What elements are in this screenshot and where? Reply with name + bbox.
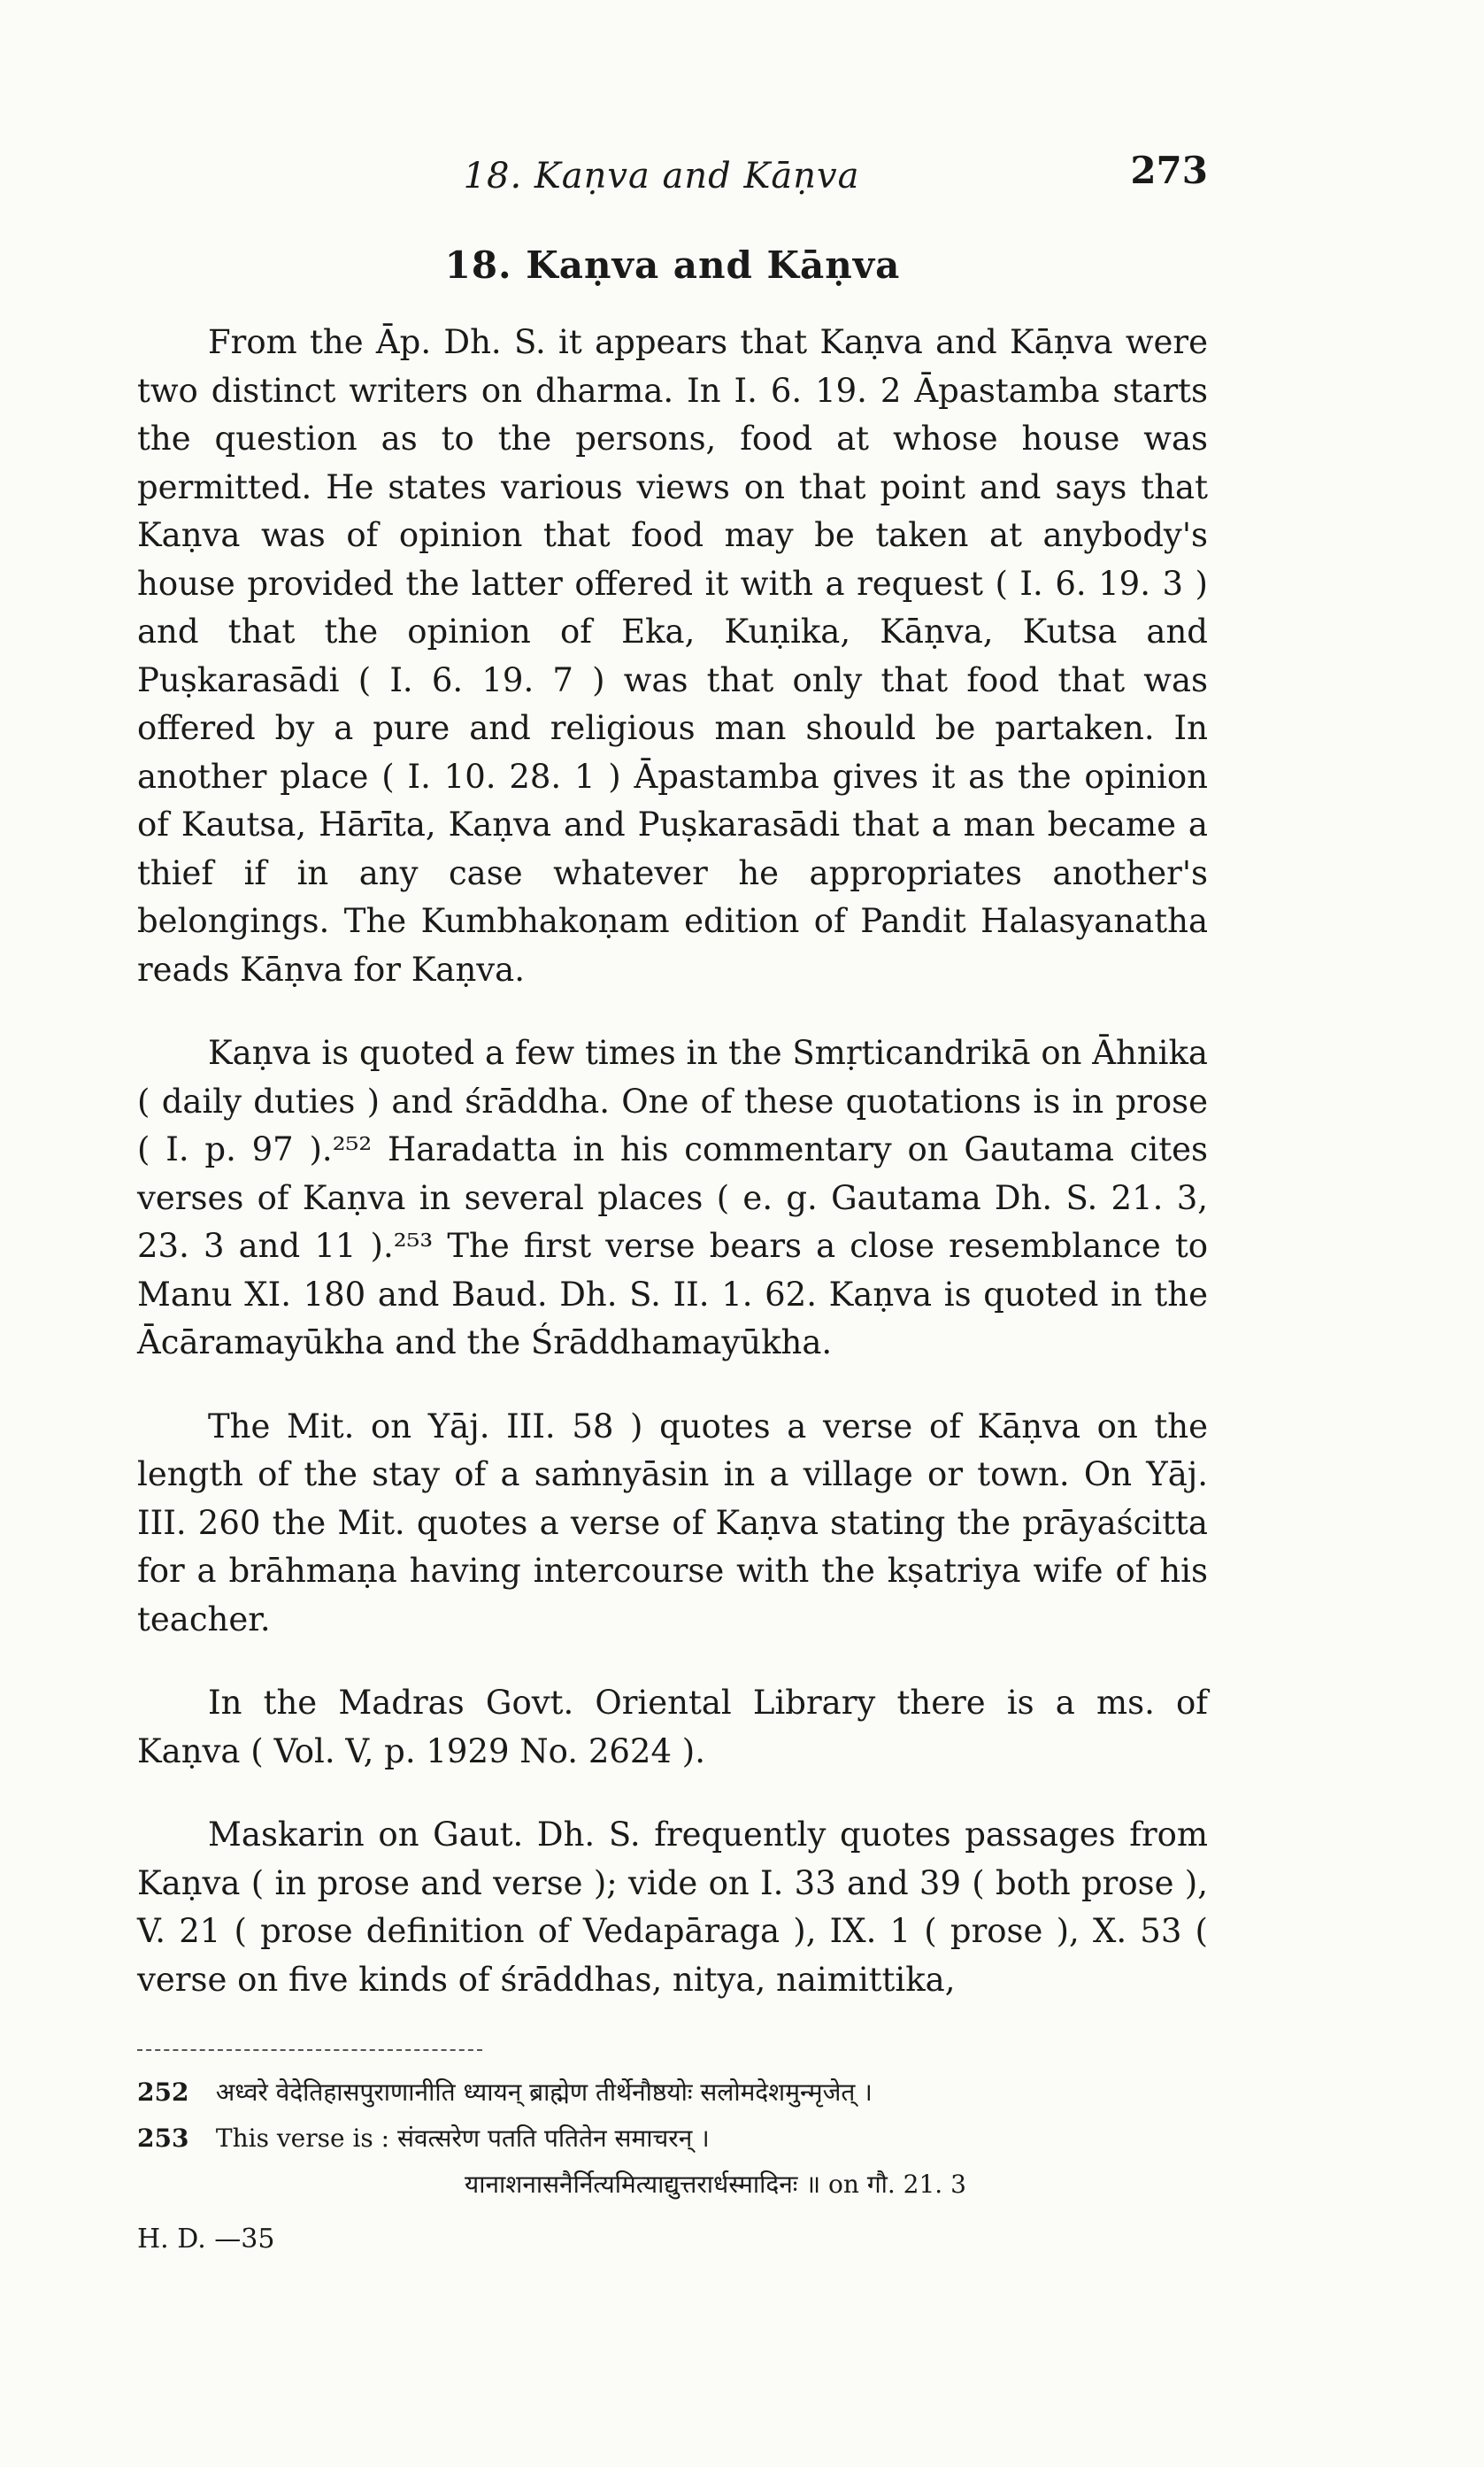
paragraph: From the Āp. Dh. S. it appears that Kaṇva and Kāṇva were two distinct writers on dharma. In I. 6. 19. 2 Āpastamba starts the question as to the persons, food at whose house was permitted. He states various views on that point and says that Kaṇva was of opinion that food may be taken at anybody's house provided the latter offered it with a request ( I. 6. 19. 3 ) and that the opinion of Eka, Kuṇika, Kāṇva, Kutsa and Puṣkarasādi ( I. 6. 19. 7 ) was that only that food that was offered by a pure and religious man should be partaken. In another place ( I. 10. 28. 1 ) Āpastamba gives it as the opinion of Kautsa, Hārīta, Kaṇva and Puṣkarasādi that a man became a thief if in any case whatever he appropriates another's belongings. The Kumbhakoṇam edition of Pandit Halasyanatha reads Kāṇva for Kaṇva. xyxy=(137,323,1208,989)
footnote-text: अध्वरे वेदेतिहासपुराणानीति ध्यायन् ब्राह्मेण तीर्थेनौष्ठयोः सलोमदेशमुन्मृजेत् । xyxy=(215,2078,873,2107)
footnotes xyxy=(137,2070,1208,2208)
footnote-number: 252 xyxy=(137,2078,189,2107)
footnote-text: यानाशनासनैर्नित्यमित्याद्युत्तरार्धस्मादिनः ॥ on गौ. 21. 3 xyxy=(465,2170,966,2199)
footnote xyxy=(137,2070,1208,2116)
paragraph: Maskarin on Gaut. Dh. S. frequently quotes passages from Kaṇva ( in prose and verse ); vide on I. 33 and 39 ( both prose ), V. 21 ( prose definition of Vedapāraga ), IX. 1 ( prose ), X. 53 ( verse on five kinds of śrāddhas, nitya, naimittika, xyxy=(137,1816,1208,1999)
paragraph: Kaṇva is quoted a few times in the Smṛticandrikā on Āhnika ( daily duties ) and śrāddha. One of these quotations is in prose ( I. p. 97 ).²⁵² Haradatta in his commentary on Gautama cites verses of Kaṇva in several places ( e. g. Gautama Dh. S. 21. 3, 23. 3 and 11 ).²⁵³ The first verse bears a close resemblance to Manu XI. 180 and Baud. Dh. S. II. 1. 62. Kaṇva is quoted in the Ācāramayūkha and the Śrāddhamayūkha. xyxy=(137,1034,1208,1361)
footnote-divider xyxy=(137,2049,482,2051)
body-text xyxy=(137,319,1208,2039)
page-number: 273 xyxy=(1130,149,1208,192)
paragraph: The Mit. on Yāj. III. 58 ) quotes a verse of Kāṇva on the length of the stay of a saṁnyāsin in a village or town. On Yāj. III. 260 the Mit. quotes a verse of Kaṇva stating the prāyaścitta for a brāhmaṇa having intercourse with the kṣatriya wife of his teacher. xyxy=(137,1407,1208,1638)
footnote-number: 253 xyxy=(137,2124,189,2153)
footnote-continuation xyxy=(137,2162,1208,2208)
section-title: 18. Kaṇva and Kāṇva xyxy=(444,243,901,287)
running-head: 18. Kaṇva and Kāṇva xyxy=(463,156,860,197)
signature-mark: H. D. —35 xyxy=(137,2224,275,2255)
footnote-text: This verse is : संवत्सरेण पतति पतितेन समाचरन् । xyxy=(215,2124,710,2153)
paragraph: In the Madras Govt. Oriental Library there is a ms. of Kaṇva ( Vol. V, p. 1929 No. 2624 ). xyxy=(137,1684,1208,1770)
footnote xyxy=(137,2116,1208,2162)
